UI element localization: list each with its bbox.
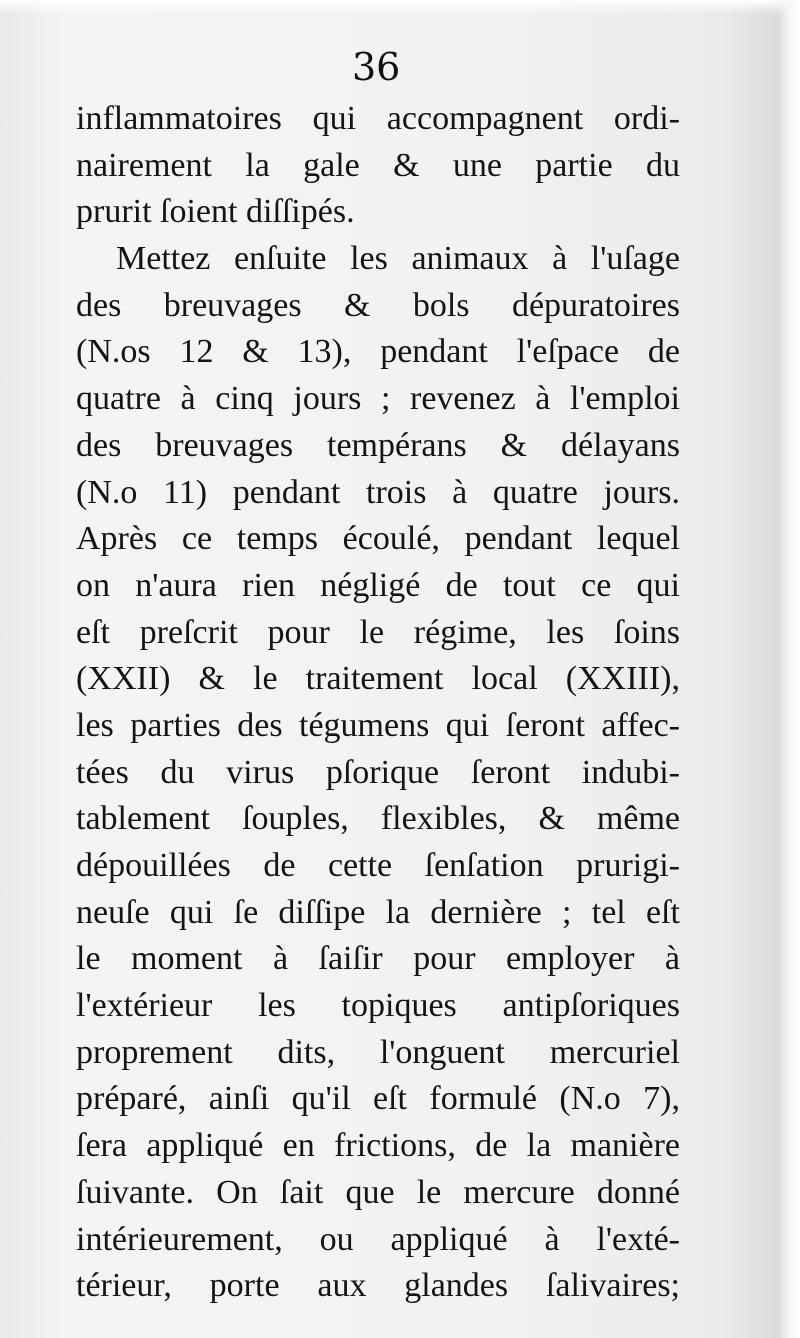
text-line: térieur, porte aux glandes ſalivaires; — [76, 1267, 680, 1305]
text-line: des breuvages & bols dépuratoires — [76, 286, 680, 324]
body-text — [76, 96, 680, 1310]
text-line: proprement dits, l'onguent mercuriel — [76, 1033, 680, 1071]
page-right-edge — [778, 0, 800, 1338]
text-line: prurit ſoient diſſipés. — [76, 193, 355, 231]
text-line: tées du virus pſorique ſeront indubi- — [76, 753, 680, 791]
text-line: des breuvages tempérans & délayans — [76, 426, 680, 464]
text-line: ſera appliqué en frictions, de la manière — [76, 1127, 680, 1165]
text-line: tablement ſouples, flexibles, & même — [76, 800, 680, 838]
text-line: préparé, ainſi qu'il eſt formulé (N.o 7), — [76, 1080, 680, 1118]
page-number: 36 — [352, 45, 401, 89]
text-line: l'extérieur les topiques antipſoriques — [76, 987, 680, 1025]
text-line: le moment à ſaiſir pour employer à — [76, 940, 680, 978]
text-line: eſt preſcrit pour le régime, les ſoins — [76, 613, 680, 651]
text-line: ſuivante. On ſait que le mercure donné — [76, 1173, 680, 1211]
text-line: quatre à cinq jours ; revenez à l'emploi — [76, 380, 680, 418]
text-line: Après ce temps écoulé, pendant lequel — [76, 520, 680, 558]
text-line: les parties des tégumens qui ſeront affec- — [76, 706, 680, 744]
text-line: nairement la gale & une partie du — [76, 146, 680, 184]
text-line: Mettez enſuite les animaux à l'uſage — [116, 240, 680, 278]
page-top-edge — [0, 0, 800, 14]
text-line: intérieurement, ou appliqué à l'exté- — [76, 1220, 680, 1258]
text-line: inflammatoires qui accompagnent ordi- — [76, 100, 680, 137]
text-line: on n'aura rien négligé de tout ce qui — [76, 566, 680, 604]
text-line: (N.os 12 & 13), pendant l'eſpace de — [76, 333, 680, 371]
text-line: dépouillées de cette ſenſation prurigi- — [76, 847, 680, 884]
text-line: (XXII) & le traitement local (XXIII), — [76, 660, 680, 698]
text-line: (N.o 11) pendant trois à quatre jours. — [76, 473, 680, 511]
text-line: neuſe qui ſe diſſipe la dernière ; tel eſt — [76, 893, 680, 931]
